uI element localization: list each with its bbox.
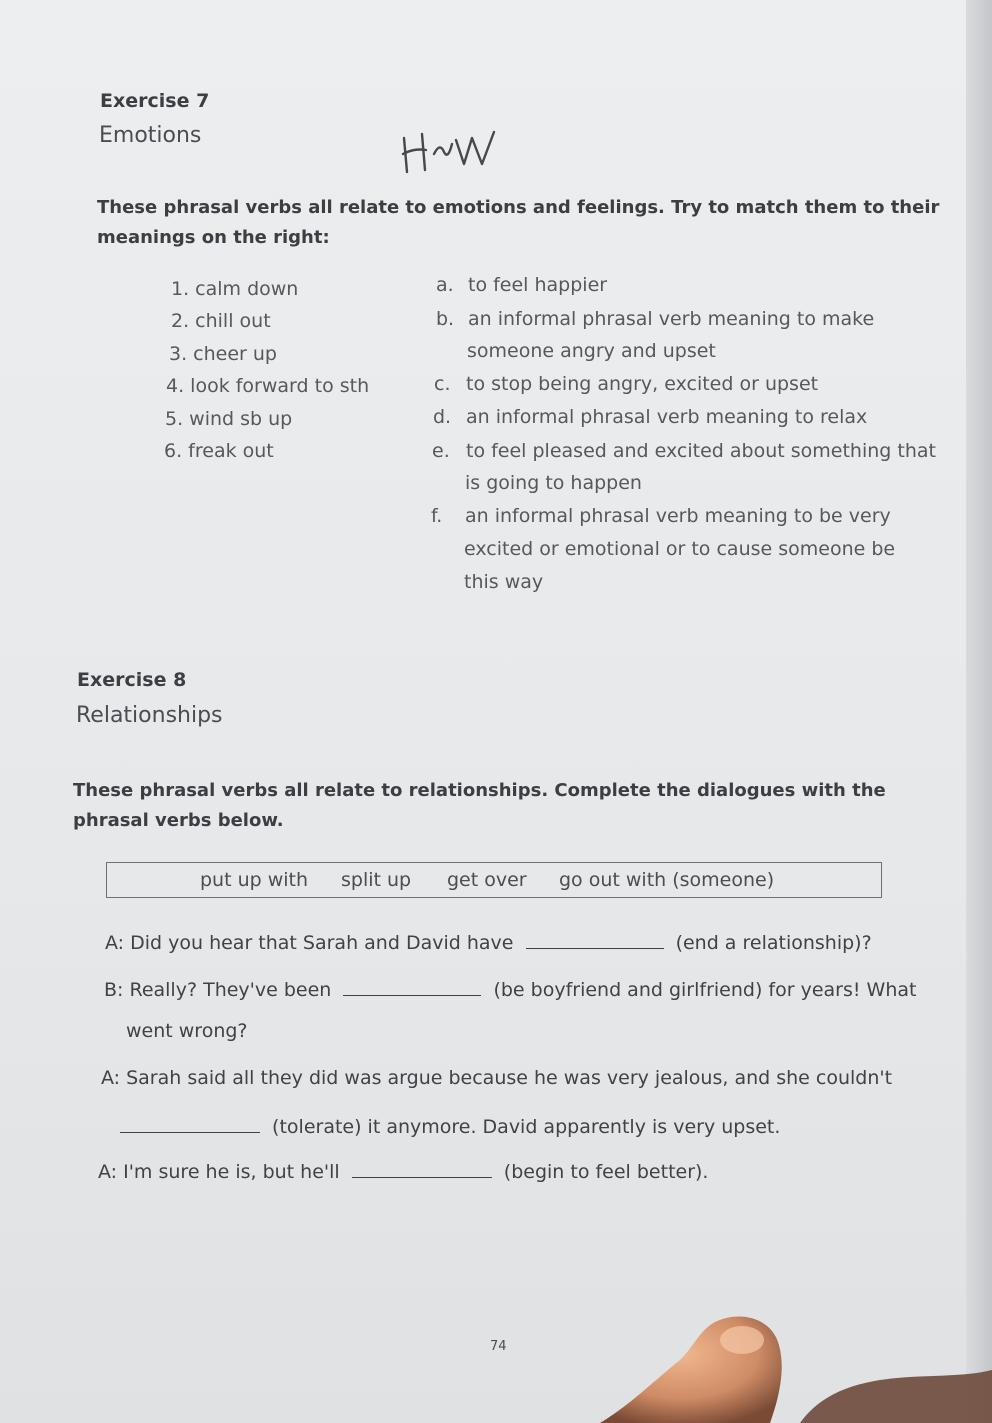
exercise8-instruction: These phrasal verbs all relate to relationships. Complete the dialogues with the phrasal verbs below. <box>73 780 886 831</box>
meaning-text: an informal phrasal verb meaning to be very <box>465 505 891 527</box>
page-number: 74 <box>490 1339 507 1354</box>
exercise7-instruction: These phrasal verbs all relate to emotions and feelings. Try to match them to their meanings on the right: <box>97 197 940 248</box>
dialogue-text: A: Did you hear that Sarah and David have <box>105 932 514 954</box>
dialogue-line-2 <box>104 977 916 1001</box>
dialogue-line-1 <box>105 930 872 954</box>
verb-item: 5. wind sb up <box>165 408 293 430</box>
exercise7-subtitle: Emotions <box>99 123 202 148</box>
meaning-letter: c. <box>434 373 451 395</box>
exercise7-title: Exercise 7 <box>100 90 210 112</box>
meaning-letter: e. <box>432 440 450 462</box>
word-box <box>106 862 882 898</box>
verb-item: 6. freak out <box>164 440 274 462</box>
dialogue-line-3: A: Sarah said all they did was argue because he was very jealous, and she couldn't <box>101 1067 893 1089</box>
answer-blank-4[interactable] <box>352 1159 492 1178</box>
meaning-text: to stop being angry, excited or upset <box>466 373 819 395</box>
dialogue-hint: (be boyfriend and girlfriend) for years! What <box>493 979 917 1001</box>
dialogue-hint: (begin to feel better). <box>503 1161 709 1183</box>
dialogue-line-2-cont: went wrong? <box>126 1020 248 1042</box>
answer-blank-3[interactable] <box>120 1114 260 1133</box>
meaning-text: an informal phrasal verb meaning to make <box>468 308 875 330</box>
meaning-text: to feel pleased and excited about something that <box>466 440 936 462</box>
word-option: get over <box>447 869 527 891</box>
dialogue-hint: (end a relationship)? <box>675 932 872 954</box>
meaning-letter: b. <box>436 308 455 330</box>
dialogue-text: B: Really? They've been <box>104 979 332 1001</box>
meaning-text: excited or emotional or to cause someone be <box>464 538 896 560</box>
meaning-letter: f. <box>431 505 443 527</box>
exercise8-subtitle: Relationships <box>76 703 223 728</box>
answer-blank-2[interactable] <box>343 977 481 996</box>
dialogue-line-3-cont <box>120 1114 780 1138</box>
verb-item: 1. calm down <box>171 278 299 300</box>
page-edge-shadow <box>966 0 992 1423</box>
meaning-text: an informal phrasal verb meaning to relax <box>466 406 868 428</box>
exercise8-title: Exercise 8 <box>77 669 187 691</box>
word-option: split up <box>341 869 412 891</box>
handwritten-hw-annotation <box>398 124 510 176</box>
verb-item: 3. cheer up <box>169 343 277 365</box>
meaning-text: to feel happier <box>468 274 608 296</box>
verb-item: 4. look forward to sth <box>166 375 370 397</box>
meaning-text: is going to happen <box>465 472 642 494</box>
word-option: put up with <box>200 869 309 891</box>
dialogue-hint: (tolerate) it anymore. David apparently is very upset. <box>272 1116 781 1138</box>
dialogue-text: A: I'm sure he is, but he'll <box>98 1161 340 1183</box>
verb-item: 2. chill out <box>171 310 271 332</box>
meaning-text: someone angry and upset <box>467 340 716 362</box>
answer-blank-1[interactable] <box>526 930 664 949</box>
word-option: go out with (someone) <box>559 869 775 891</box>
meaning-text: this way <box>464 571 544 593</box>
meaning-letter: d. <box>433 406 452 428</box>
thumb-photo-artifact <box>600 1300 992 1423</box>
meaning-letter: a. <box>436 274 454 296</box>
dialogue-line-4 <box>98 1159 708 1183</box>
